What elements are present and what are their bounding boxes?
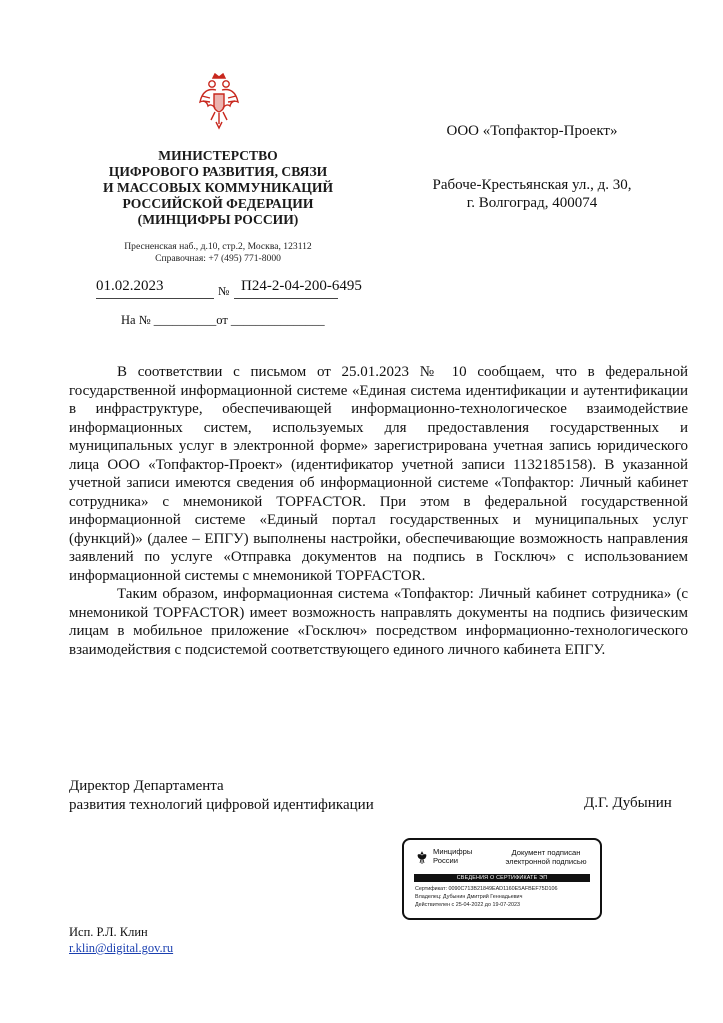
coat-of-arms-icon: [198, 72, 240, 136]
document-number: П24-2-04-200-6495: [241, 278, 362, 294]
signatory-title-line: развития технологий цифровой идентификации: [69, 796, 374, 813]
executor-name: Исп. Р.Л. Клин: [69, 925, 148, 939]
ministry-contacts: [80, 241, 356, 265]
body-paragraph: Таким образом, информационная система «Топфактор: Личный кабинет сотрудника» (с мнемоникой TOPFACTOR) имеет возможность направлять документы на подпись физическим лицам в мобильное приложение «Госключ» посредством информационно-технологического взаимодействия с подсистемой соответствующего единого личного кабинета ЕПГУ.: [69, 586, 688, 658]
recipient-city: г. Волгоград, 400074: [466, 195, 598, 211]
letter-body: [69, 363, 688, 659]
reference-line: На № __________от _______________: [121, 313, 325, 327]
stamp-brand-line: Минцифры: [433, 847, 473, 856]
electronic-signature-stamp: [402, 838, 602, 920]
stamp-validity: Действителен с 25-04-2022 до 19-07-2023: [415, 902, 521, 908]
executor-email-link[interactable]: r.klin@digital.gov.ru: [69, 941, 174, 955]
number-sign: №: [218, 284, 230, 298]
ministry-phone: Справочная: +7 (495) 771-8000: [155, 253, 281, 264]
ministry-name-line: МИНИСТЕРСТВО: [158, 148, 278, 163]
ministry-address: Пресненская наб., д.10, стр.2, Москва, 123112: [124, 241, 312, 252]
stamp-owner: Владелец: Дубынин Дмитрий Геннадьевич: [415, 894, 523, 900]
stamp-certificate-header: СВЕДЕНИЯ О СЕРТИФИКАТЕ ЭП: [414, 874, 590, 882]
signatory-name: Д.Г. Дубынин: [584, 795, 672, 811]
ministry-name-line: И МАССОВЫХ КОММУНИКАЦИЙ: [102, 180, 334, 195]
executor-block: [69, 924, 173, 956]
ministry-name-line: (МИНЦИФРЫ РОССИИ): [137, 212, 299, 227]
body-paragraph: В соответствии с письмом от 25.01.2023 № 10 сообщаем, что в федеральной государственной информационной системе «Единая система идентификации и аутентификации в инфраструктуре, обеспечивающей информационно-технологическое взаимодействие информационных систем, используемых для предоставления государственных и муниципальных услуг в электронной форме» зарегистрирована учетная запись юридического лица ООО «Топфактор-Проект» (идентификатор учетной записи 1132185158). В указанной учетной записи имеются сведения об информационной системе «Топфактор: Личный кабинет сотрудника» с мнемоникой TOPFACTOR. При этом в федеральной государственной информационной системе «Единый портал государственных и муниципальных услуг (функций)» (далее – ЕПГУ) выполнены настройки, обеспечивающие возможность направления заявлений по услуге «Отправка документов на подпись в Госключ» с использованием информационной системы с мнемоникой TOPFACTOR.: [69, 364, 688, 584]
recipient-org: ООО «Топфактор-Проект»: [446, 123, 618, 139]
ministry-name-line: ЦИФРОВОГО РАЗВИТИЯ, СВЯЗИ: [108, 164, 328, 179]
stamp-title-line: электронной подписью: [505, 856, 587, 866]
document-date: 01.02.2023: [96, 278, 164, 294]
signatory-title-line: Директор Департамента: [69, 778, 224, 794]
ministry-name: [80, 148, 356, 228]
ministry-name-line: РОССИЙСКОЙ ФЕДЕРАЦИИ: [122, 196, 314, 211]
stamp-brand-line: России: [433, 855, 459, 865]
recipient-street: Рабоче-Крестьянская ул., д. 30,: [432, 177, 632, 193]
date-underline: [96, 298, 214, 299]
signatory-title: [69, 777, 374, 814]
number-underline: [234, 298, 338, 299]
stamp-brand: [433, 848, 472, 865]
stamp-certificate: Сертификат: 0090C713B21849EAD1160E5AFBEF75D106: [415, 886, 558, 892]
emblem-icon: [416, 851, 428, 865]
recipient-block: [412, 122, 652, 212]
stamp-title: [496, 849, 596, 867]
stamp-title-line: Документ подписан: [511, 848, 581, 857]
